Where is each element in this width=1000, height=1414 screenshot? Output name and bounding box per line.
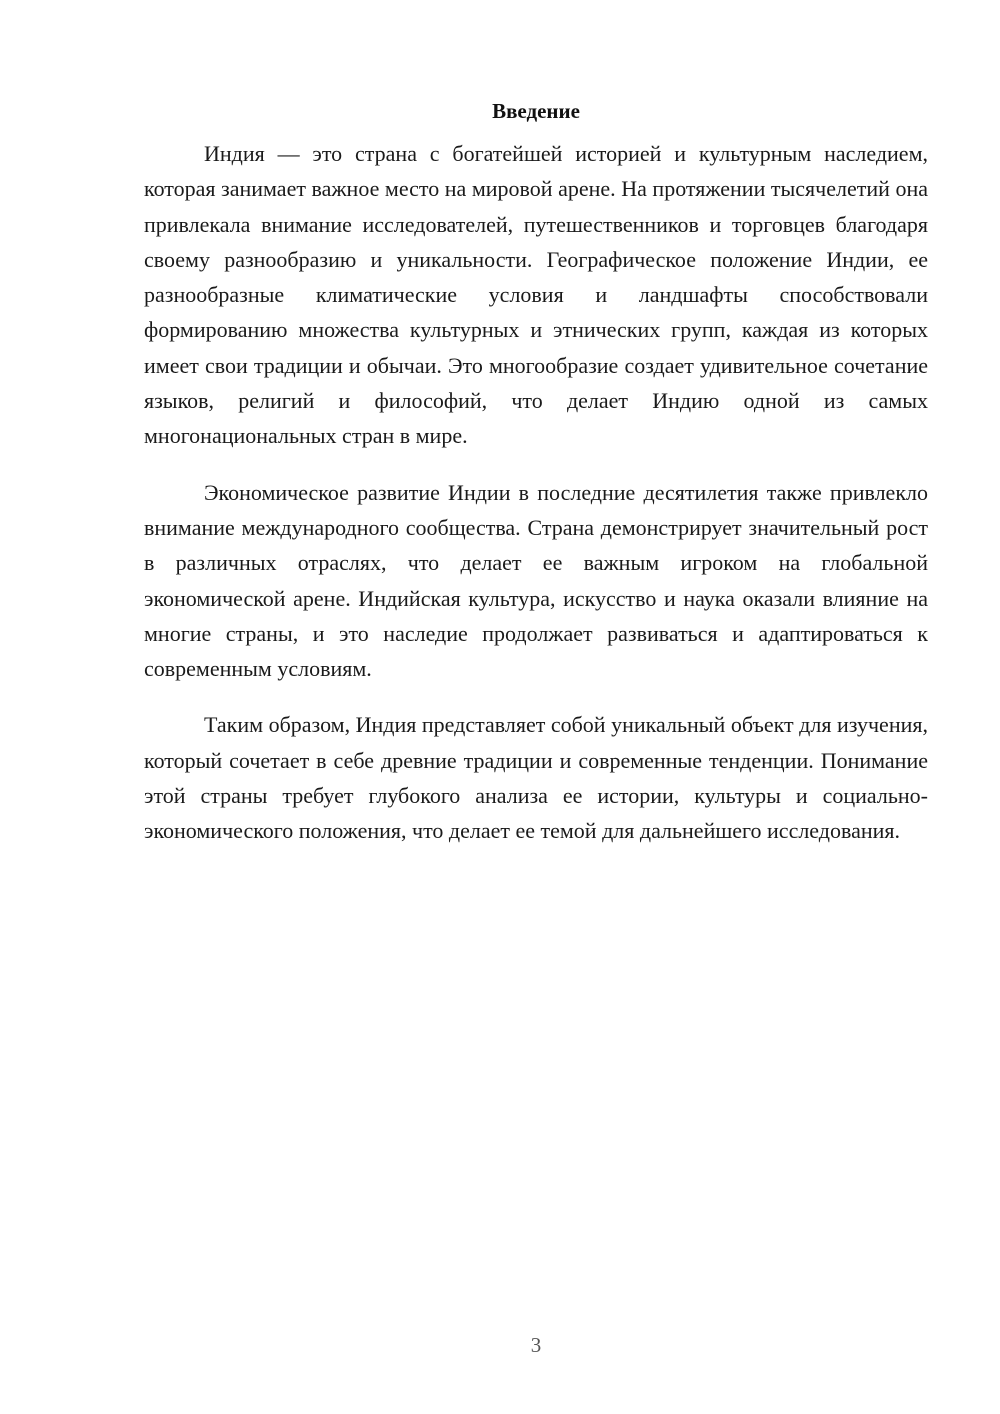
paragraph-2: Экономическое развитие Индии в последние десятилетия также привлекло внимание международного сообщества. Страна демонстрирует значительный рост в различных отраслях, что делает ее важным игроком на глобальной экономической арене. Индийская культура, искусство и наука оказали влияние на многие страны, и это наследие продолжает развиваться и адаптироваться к современным условиям. xyxy=(144,479,928,682)
section-title: Введение xyxy=(492,99,580,123)
page-number: 3 xyxy=(530,1333,542,1357)
page-body xyxy=(144,96,928,849)
paragraph-3: Таким образом, Индия представляет собой уникальный объект для изучения, который сочетает в себе древние традиции и современные тенденции. Понимание этой страны требует глубокого анализа ее истории, культуры и социально-экономического положения, что делает ее темой для дальнейшего исследования. xyxy=(144,712,928,844)
paragraph-1: Индия — это страна с богатейшей историей и культурным наследием, которая занимает важное место на мировой арене. На протяжении тысячелетий она привлекала внимание исследователей, путешественников и торговцев благодаря своему разнообразию и уникальности. Географическое положение Индии, ее разнообразные климатические условия и ландшафты способствовали формированию множества культурных и этнических групп, каждая из которых имеет свои традиции и обычаи. Это многообразие создает удивительное сочетание языков, религий и философий, что делает Индию одной из самых многонациональных стран в мире. xyxy=(144,141,928,449)
